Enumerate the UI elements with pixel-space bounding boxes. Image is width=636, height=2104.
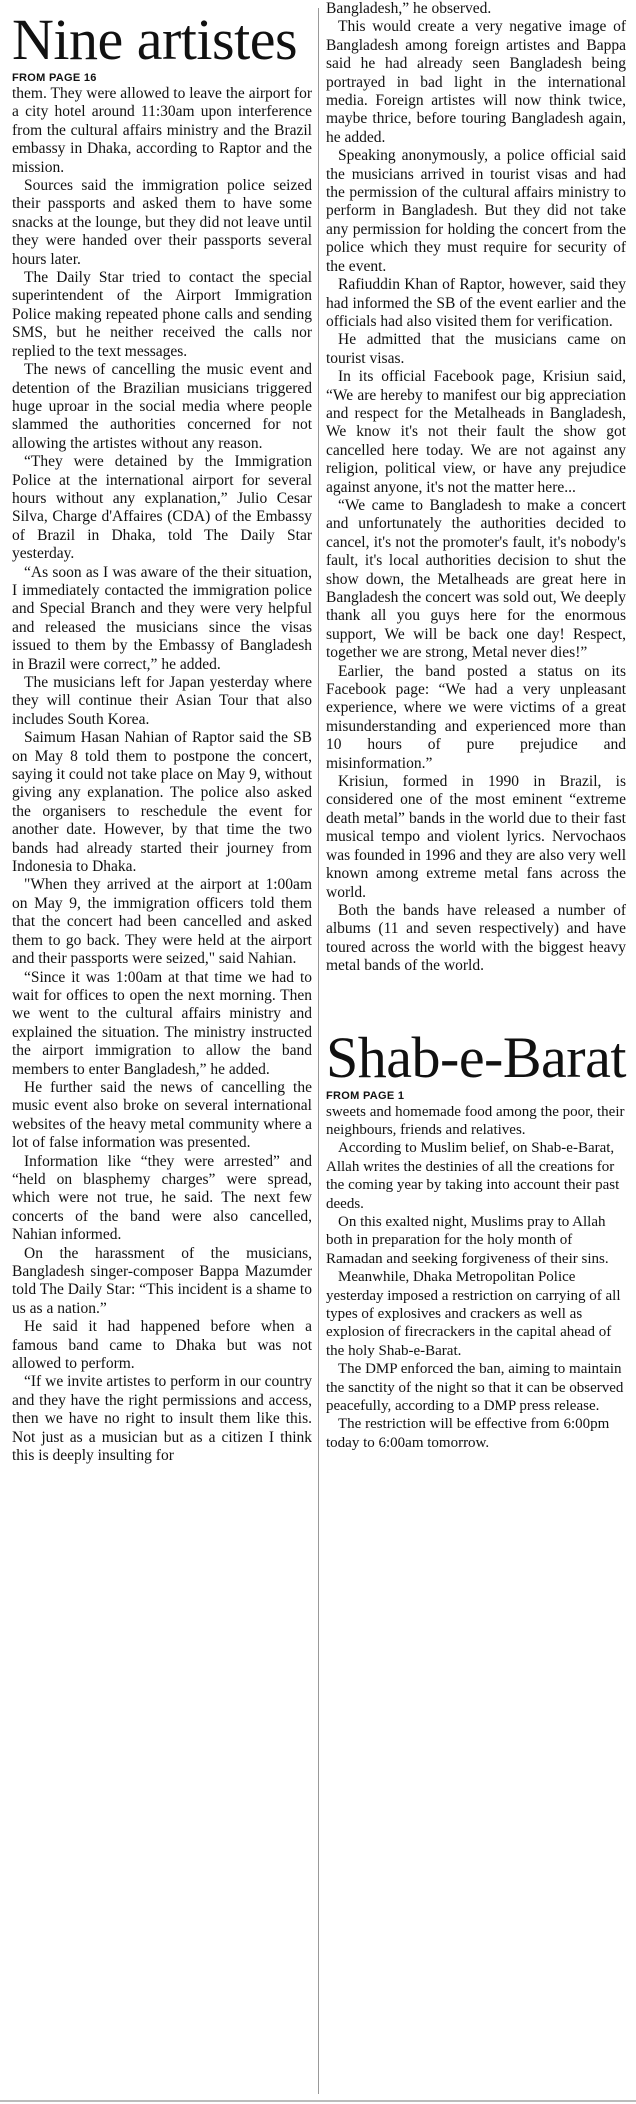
nine-artistes-dateline: FROM PAGE 16 — [12, 72, 97, 84]
paragraph: Bangladesh,” he observed. — [326, 0, 492, 17]
paragraph: He further said the news of cancelling the music event also broke on several international websites of the heavy metal community where a lot of false information was presented. — [12, 1078, 312, 1152]
left-column — [12, 0, 312, 1465]
paragraph: According to Muslim belief, on Shab-e-Barat, Allah writes the destinies of all the creations for the coming year by taking into account their past deeds. — [326, 1140, 620, 1212]
shab-e-barat-body — [326, 1103, 626, 1453]
shab-e-barat-headline: Shab-e-Barat — [326, 1024, 626, 1090]
paragraph: The news of cancelling the music event and detention of the Brazilian musicians triggered huge uproar in the social media where people slammed the authorities concerned for not allowing the artistes without any reason. — [12, 361, 312, 452]
paragraph: Information like “they were arrested” and “held on blasphemy charges” were spread, which were not true, he said. The next few concerts of the band were also cancelled, Nahian informed. — [12, 1152, 312, 1244]
paragraph: The Daily Star tried to contact the special superintendent of the Airport Immigration Police making repeated phone calls and sending SMS, but he neither received the calls nor replied to the text messages. — [12, 269, 312, 360]
paragraph: “If we invite artistes to perform in our country and they have the right permissions and access, then we have no right to insult them like this. Not just as a musician but as a citizen I think this is deeply insulting for — [12, 1373, 312, 1465]
paragraph: The musicians left for Japan yesterday where they will continue their Asian Tour that also includes South Korea. — [12, 674, 312, 728]
paragraph: On this exalted night, Muslims pray to Allah both in preparation for the holy month of Ramadan and seeking forgiveness of their sins. — [326, 1213, 609, 1267]
paragraph: Rafiuddin Khan of Raptor, however, said they had informed the SB of the event earlier and the officials had also visited them for verification. — [326, 276, 626, 330]
paragraph: Krisiun, formed in 1990 in Brazil, is considered one of the most eminent “extreme death metal” bands in the world due to their fast musical tempo and violent lyrics. Nervochaos was founded in 1996 and they are also very well known among extreme metal fans across the world. — [326, 773, 627, 901]
nine-artistes-body-left — [12, 85, 312, 1465]
paragraph: “As soon as I was aware of the their situation, I immediately contacted the immigration police and Special Branch and they were very helpful and released the musicians since the visas issued to them by the Embassy of Bangladesh in Brazil were correct,” he added. — [12, 563, 312, 673]
paragraph: Both the bands have released a number of albums (11 and seven respectively) and have toured across the world with the biggest heavy metal bands of the world. — [326, 901, 626, 975]
paragraph: Saimum Hasan Nahian of Raptor said the SB on May 8 told them to postpone the concert, saying it could not take place on May 9, without giving any explanation. The police also asked the organisers to reschedule the event for another date. However, by that time the two bands had already started their journey from Indonesia to Dhaka. — [12, 729, 312, 876]
paragraph: sweets and homemade food among the poor, their neighbours, friends and relatives. — [326, 1103, 625, 1138]
nine-artistes-headline: Nine artistes — [12, 7, 298, 72]
right-column — [326, 0, 626, 1452]
paragraph: The DMP enforced the ban, aiming to maintain the sanctity of the night so that it can be observed peacefully, according to a DMP press release. — [326, 1361, 624, 1415]
shab-e-barat-dateline: FROM PAGE 1 — [326, 1089, 405, 1102]
paragraph: On the harassment of the musicians, Bangladesh singer-composer Bappa Mazumder told The Daily Star: “This incident is a shame to us as a nation.” — [12, 1244, 312, 1317]
paragraph: Earlier, the band posted a status on its Facebook page: “We had a very unpleasant experience, where we were victims of a great misunderstanding and experienced more than 10 hours of pure prejudice and misinformation.” — [326, 662, 626, 772]
nine-artistes-body-right — [326, 0, 626, 976]
paragraph: them. They were allowed to leave the airport for a city hotel around 11:30am upon interference from the cultural affairs ministry and the Brazil embassy in Dhaka, according to Raptor and the mission. — [12, 85, 312, 176]
paragraph: He admitted that the musicians came on tourist visas. — [326, 331, 626, 367]
paragraph: The restriction will be effective from 6:00pm today to 6:00am tomorrow. — [326, 1416, 610, 1451]
paragraph: In its official Facebook page, Krisiun said, “We are hereby to manifest our big appreciation and respect for the Metalheads in Bangladesh, We know it's not their fault the show got cancelled here today. We are not against any religion, political view, or have any prejudice against anyone, it's not the matter here... — [326, 368, 626, 496]
paragraph: Sources said the immigration police seized their passports and asked them to have some snacks at the lounge, but they did not leave until they were handed over their passports several hours later. — [12, 177, 312, 268]
column-divider — [318, 8, 319, 2094]
paragraph: “They were detained by the Immigration Police at the international airport for several hours without any explanation,” Julio Cesar Silva, Charge d'Affaires (CDA) of the Embassy of Brazil in Dhaka, told The Daily Star yesterday. — [12, 453, 312, 563]
paragraph: Meanwhile, Dhaka Metropolitan Police yesterday imposed a restriction on carrying of all types of explosives and crackers as well as explosion of firecrackers in the capital ahead of the holy Shab-e-Barat. — [326, 1269, 621, 1359]
paragraph: He said it had happened before when a famous band came to Dhaka but was not allowed to perform. — [12, 1318, 312, 1373]
paragraph: “We came to Bangladesh to make a concert and unfortunately the authorities decided to cancel, it's not the promoter's fault, it's nobody's fault, it's local authorities decision to shut the show down, the Metalheads are great here in Bangladesh the concert was sold out, We deeply thank all you guys here for the enormous support, We will be back one day! Respect, together we are strong, Metal never dies!” — [326, 496, 626, 662]
paragraph: Speaking anonymously, a police official said the musicians arrived in tourist visas and had the permission of the cultural affairs ministry to perform in Bangladesh. But they did not take any permission for holding the concert from the police which they must require for security of the event. — [326, 147, 626, 275]
paragraph: “Since it was 1:00am at that time we had to wait for offices to open the next morning. Then we went to the cultural affairs ministry and explained the situation. The ministry instructed the airport immigration to allow the band members to enter Bangladesh,” he added. — [12, 968, 312, 1078]
paragraph: "When they arrived at the airport at 1:00am on May 9, the immigration officers told them that the concert had been cancelled and asked them to go back. They were held at the airport and their passports were seized," said Nahian. — [12, 876, 312, 968]
paragraph: This would create a very negative image of Bangladesh among foreign artistes and Bappa said he had already seen Bangladesh being portrayed in bad light in the international media. Foreign artistes will now think twice, maybe thrice, before touring Bangladesh again, he added. — [326, 18, 626, 146]
bottom-rule — [0, 2100, 636, 2102]
